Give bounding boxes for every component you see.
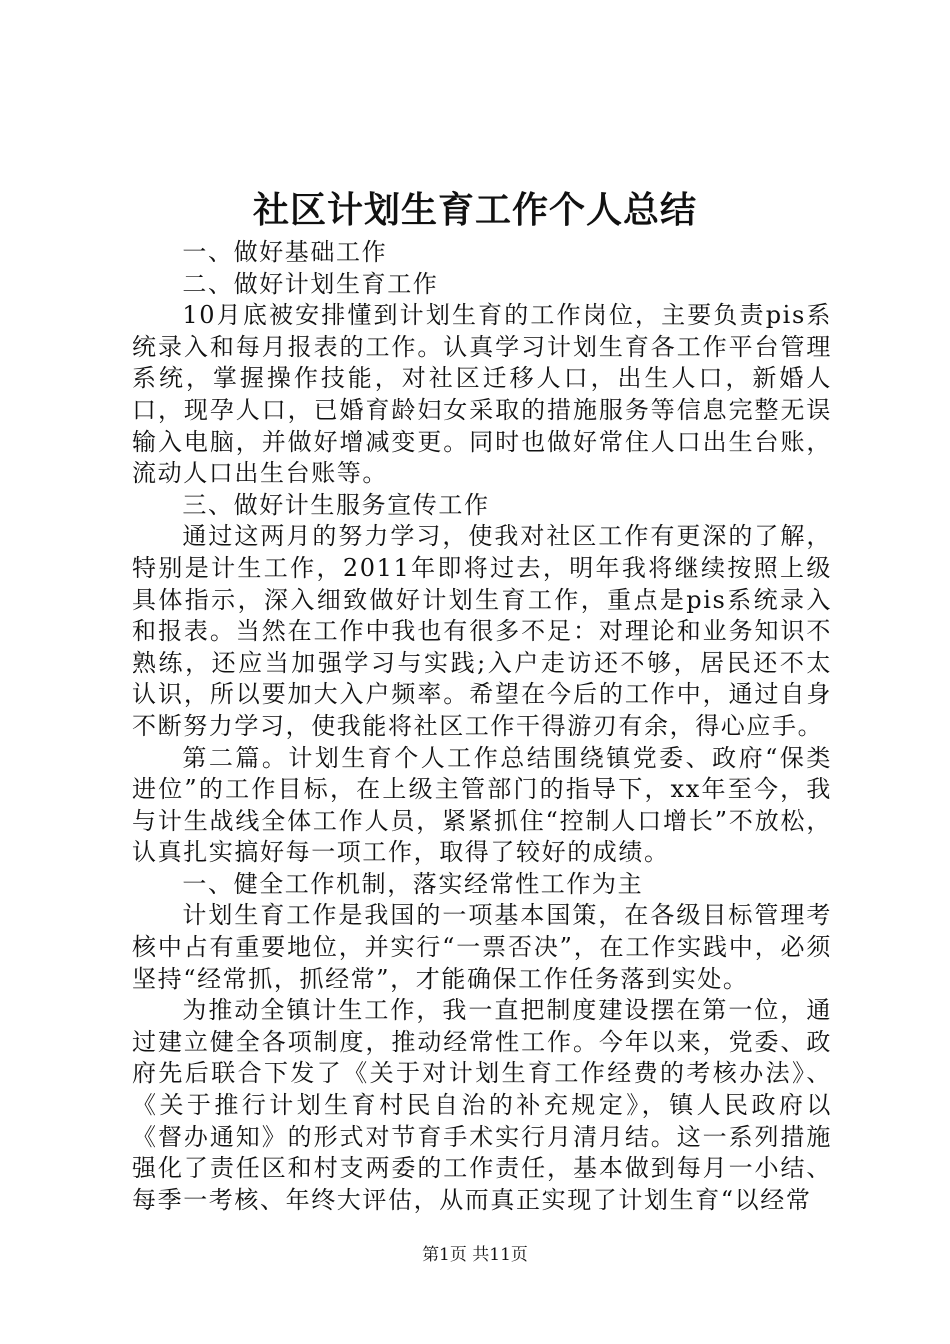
section-heading: 三、做好计生服务宣传工作 — [182, 490, 490, 519]
body-paragraph: 第二篇。计划生育个人工作总结围绕镇党委、政府“保类进位”的工作目标，在上级主管部门的指导下，xx年至今，我与计生战线全体工作人员，紧紧抓住“控制人口增长”不放松，认真扎实搞好每一项工作，取得了较好的成绩。 — [132, 743, 832, 867]
body-paragraph: 计划生育工作是我国的一项基本国策，在各级目标管理考核中占有重要地位，并实行“一票否决”，在工作实践中，必须坚持“经常抓，抓经常”，才能确保工作任务落到实处。 — [132, 901, 832, 993]
section-heading: 一、健全工作机制，落实经常性工作为主 — [182, 869, 644, 898]
body-paragraph: 为推动全镇计生工作，我一直把制度建设摆在第一位，通过建立健全各项制度，推动经常性工作。今年以来，党委、政府先后联合下发了《关于对计划生育工作经费的考核办法》、《关于推行计划生育村民自治的补充规定》，镇人民政府以《督办通知》的形式对节育手术实行月清月结。这一系列措施强化了责任区和村支两委的工作责任，基本做到每月一小结、每季一考核、年终大评估，从而真正实现了计划生育“以经常 — [132, 996, 832, 1214]
section-heading: 二、做好计划生育工作 — [182, 269, 439, 298]
body-paragraph: 10月底被安排懂到计划生育的工作岗位，主要负责pis系统录入和每月报表的工作。认真学习计划生育各工作平台管理系统，掌握操作技能，对社区迁移人口，出生人口，新婚人口，现孕人口，已婚育龄妇女采取的措施服务等信息完整无误输入电脑，并做好增减变更。同时也做好常住人口出生台账，流动人口出生台账等。 — [132, 301, 832, 488]
document-title: 社区计划生育工作个人总结 — [252, 189, 697, 231]
section-heading: 一、做好基础工作 — [182, 238, 388, 266]
body-paragraph: 通过这两月的努力学习，使我对社区工作有更深的了解，特别是计生工作，2011年即将过去，明年我将继续按照上级具体指示，深入细致做好计划生育工作，重点是pis系统录入和报表。当然在工作中我也有很多不足：对理论和业务知识不熟练，还应当加强学习与实践;入户走访还不够，居民还不太认识，所以要加大入户频率。希望在今后的工作中，通过自身不断努力学习，使我能将社区工作干得游刃有余，得心应手。 — [132, 522, 832, 740]
document-body — [132, 237, 832, 1216]
page-footer: 第1页 共11页 — [422, 1245, 528, 1265]
